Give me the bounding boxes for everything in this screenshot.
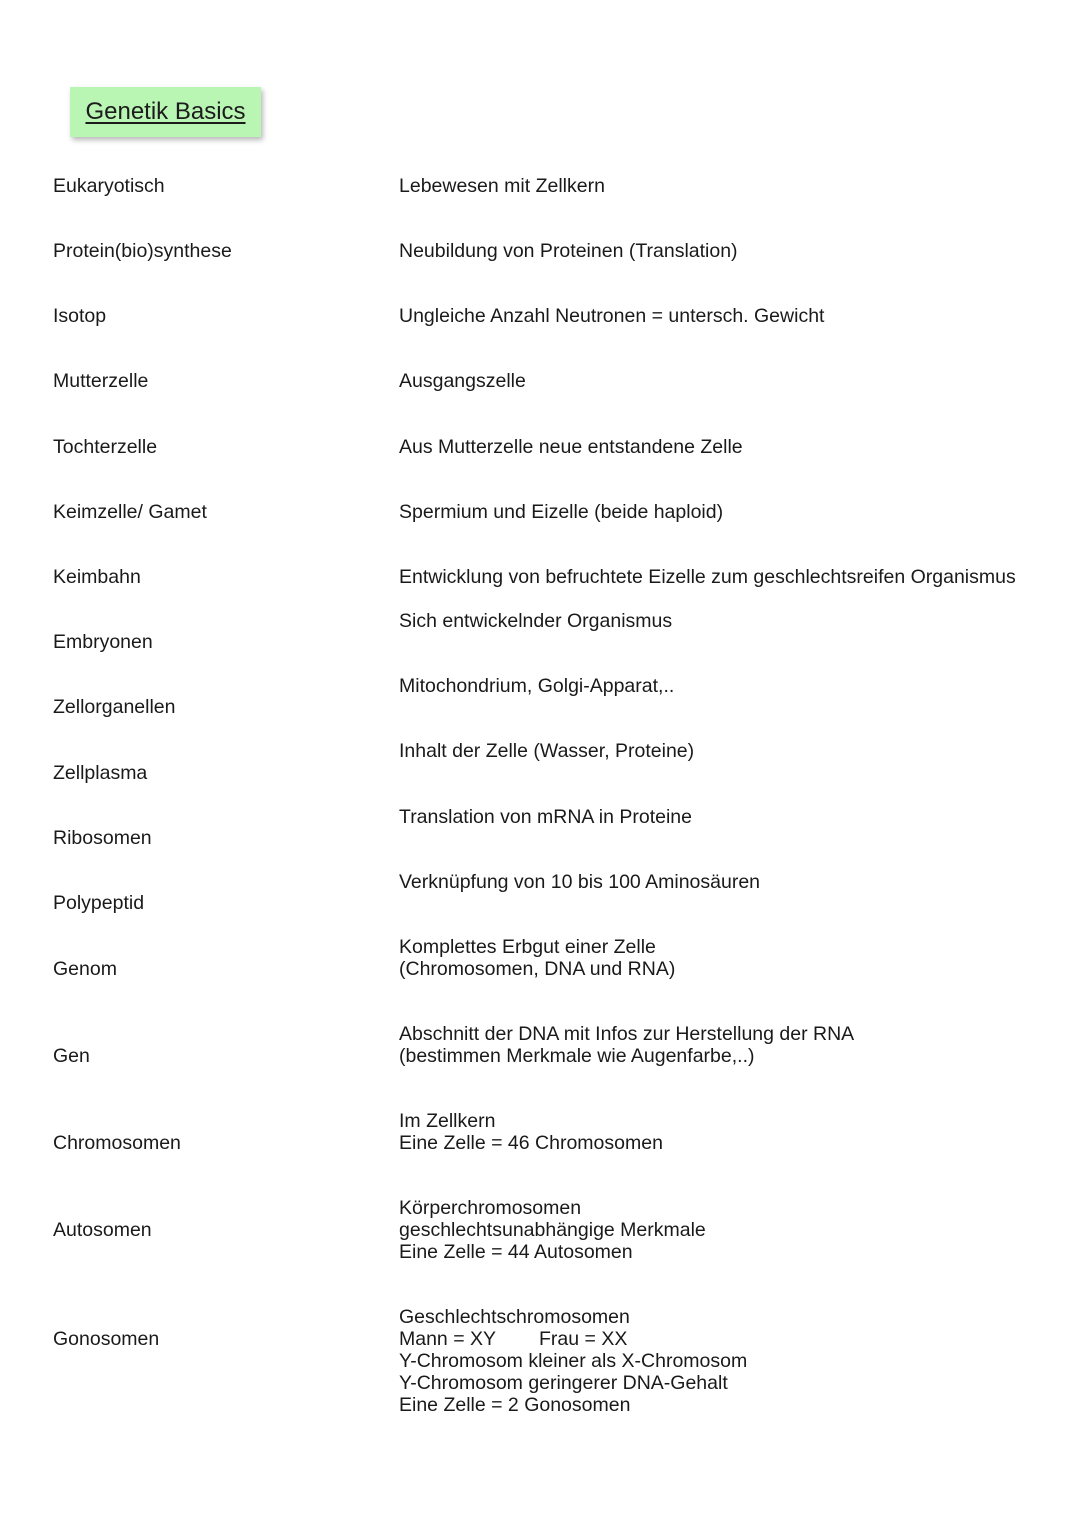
definition-line: Y-Chromosom geringerer DNA-Gehalt	[399, 1372, 728, 1394]
definition-line: Translation von mRNA in Proteine	[399, 806, 692, 828]
entry-definition	[399, 1110, 663, 1154]
definition-line: Neubildung von Proteinen (Translation)	[399, 240, 738, 262]
entry-term: Ribosomen	[53, 827, 152, 849]
definition-line: Im Zellkern	[399, 1110, 496, 1132]
definition-line: Geschlechtschromosomen	[399, 1306, 630, 1328]
entry-definition	[399, 305, 824, 327]
definition-line: geschlechtsunabhängige Merkmale	[399, 1219, 706, 1241]
definition-line: Komplettes Erbgut einer Zelle	[399, 936, 656, 958]
entry-definition	[399, 566, 1016, 588]
entry-definition	[399, 1306, 747, 1416]
definition-line: Ausgangszelle	[399, 370, 526, 392]
entry-definition	[399, 806, 692, 828]
definition-line: (bestimmen Merkmale wie Augenfarbe,..)	[399, 1045, 755, 1067]
title-box	[70, 87, 261, 137]
entry-term: Zellorganellen	[53, 696, 176, 718]
male-chromosomes: Mann = XY	[399, 1328, 497, 1350]
definition-line: Spermium und Eizelle (beide haploid)	[399, 501, 724, 523]
entry-definition	[399, 436, 743, 458]
entry-term: Keimzelle/ Gamet	[53, 501, 207, 523]
entry-definition	[399, 175, 605, 197]
entry-term: Protein(bio)synthese	[53, 240, 232, 262]
entry-definition	[399, 501, 723, 523]
definition-line: Inhalt der Zelle (Wasser, Proteine)	[399, 740, 695, 762]
entry-definition	[399, 1197, 706, 1263]
definition-line: Ungleiche Anzahl Neutronen = untersch. Gewicht	[399, 305, 825, 327]
definition-line: Verknüpfung von 10 bis 100 Aminosäuren	[399, 871, 761, 893]
page-title: Genetik Basics	[85, 98, 246, 125]
entry-term: Autosomen	[53, 1219, 152, 1241]
entry-term: Keimbahn	[53, 566, 141, 588]
definition-line: Y-Chromosom kleiner als X-Chromosom	[399, 1350, 748, 1372]
definition-line: Entwicklung von befruchtete Eizelle zum geschlechtsreifen Organismus	[399, 566, 1016, 588]
definition-line: (Chromosomen, DNA und RNA)	[399, 958, 676, 980]
entry-term: Genom	[53, 958, 117, 980]
entry-definition	[399, 675, 674, 697]
entry-definition	[399, 871, 760, 893]
female-chromosomes: Frau = XX	[539, 1328, 628, 1350]
entry-definition	[399, 936, 675, 980]
definition-line: Aus Mutterzelle neue entstandene Zelle	[399, 436, 743, 458]
entry-term: Embryonen	[53, 631, 153, 653]
entry-term: Mutterzelle	[53, 370, 149, 392]
entry-definition	[399, 1023, 854, 1067]
entry-term: Gonosomen	[53, 1328, 160, 1350]
entry-term: Eukaryotisch	[53, 175, 165, 197]
definition-line: Sich entwickelnder Organismus	[399, 610, 673, 632]
entry-term: Tochterzelle	[53, 436, 158, 458]
entry-term: Gen	[53, 1045, 90, 1067]
entry-definition	[399, 740, 694, 762]
definition-line: Abschnitt der DNA mit Infos zur Herstellung der RNA	[399, 1023, 855, 1045]
entry-definition	[399, 370, 526, 392]
entry-definition	[399, 240, 738, 262]
definition-line: Körperchromosomen	[399, 1197, 582, 1219]
definition-line: Mitochondrium, Golgi-Apparat,..	[399, 675, 675, 697]
definition-line: Eine Zelle = 2 Gonosomen	[399, 1394, 631, 1416]
entry-term: Polypeptid	[53, 892, 145, 914]
definition-line	[399, 1328, 747, 1350]
entry-term: Chromosomen	[53, 1132, 181, 1154]
definition-line: Lebewesen mit Zellkern	[399, 175, 605, 197]
entry-definition	[399, 610, 672, 632]
definition-line: Eine Zelle = 46 Chromosomen	[399, 1132, 663, 1154]
entry-term: Isotop	[53, 305, 107, 327]
definition-line: Eine Zelle = 44 Autosomen	[399, 1241, 633, 1263]
entry-term: Zellplasma	[53, 762, 148, 784]
